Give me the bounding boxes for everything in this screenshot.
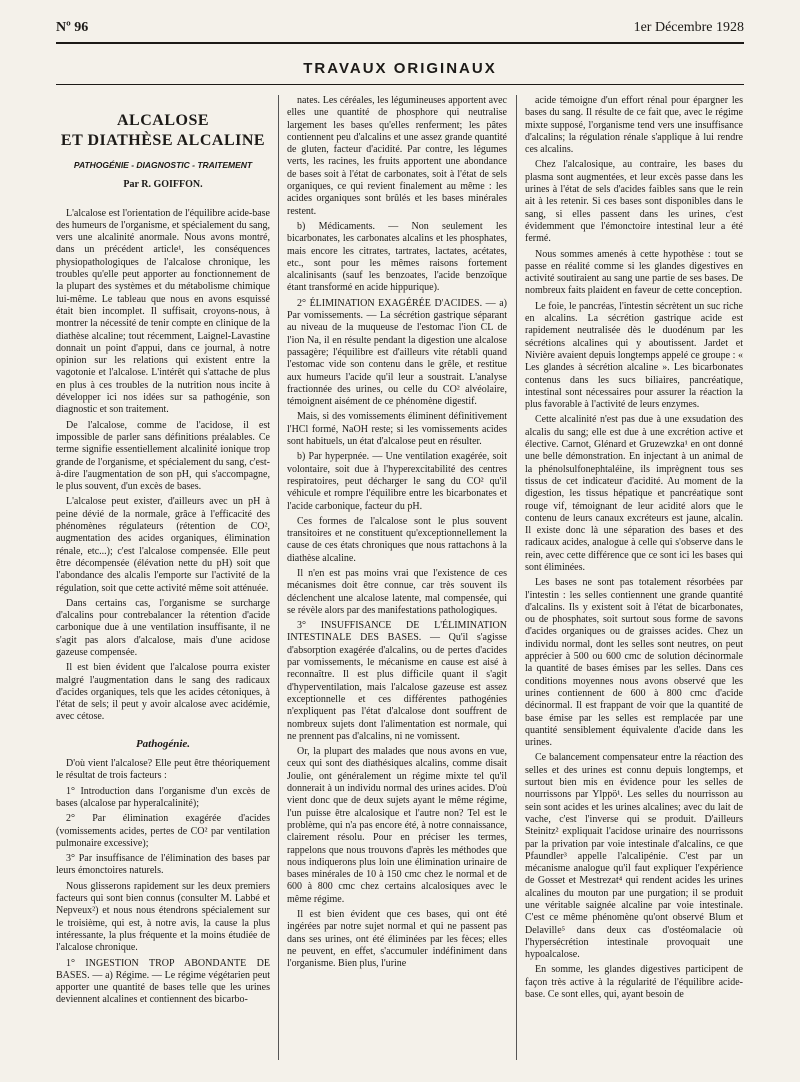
page-header [56, 20, 744, 40]
paragraph: D'où vient l'alcalose? Elle peut être théoriquement le résultat de trois facteurs : [56, 758, 270, 782]
column-1-body [56, 208, 270, 724]
paragraph: 2° Par élimination exagérée d'acides (vomissements acides, pertes de CO² par ventilation pulmonaire excessive); [56, 813, 270, 849]
article-subtitle: PATHOGÉNIE - DIAGNOSTIC - TRAITEMENT [73, 160, 253, 170]
paragraph: Nous glisserons rapidement sur les deux premiers facteurs qui sont bien connus (consulter M. Labbé et Nepveux²) et nous nous étendrons spécialement sur le troisième, qui est, à notre avis, la cause la plus intéressante, la plus fréquente et la moins étudiée de l'alcalose chronique. [56, 880, 270, 954]
header-rule [56, 42, 744, 44]
subsection-heading: Pathogénie. [135, 737, 191, 750]
paragraph: acide témoigne d'un effort rénal pour épargner les bases du sang. Il résulte de ce fait que, avec le régime mixte supposé, l'organisme tend vers une insuffisance d'alcalins; la régulation rénale s'applique à lui rendre ces alcalins. [525, 95, 743, 156]
paragraph: b) Par hyperpnée. — Une ventilation exagérée, soit volontaire, soit due à l'hyperexcitabilité des centres respiratoires, peut décharger le sang du CO² qu'il véhicule et rompre l'équilibre entre les bicarbonates et l'acide carbonique, facteur du pH. [287, 451, 507, 512]
column-1 [56, 95, 270, 1010]
paragraph: Il est bien évident que l'alcalose pourra exister malgré l'augmentation dans le sang des radicaux d'acides organiques, tels que les acides cétoniques, à l'état de sels; il peut y avoir alcalose avec acidémie, avec cétose. [56, 662, 270, 723]
paragraph: 1° Introduction dans l'organisme d'un excès de bases (alcalose par hyperalcalinité); [56, 785, 270, 809]
paragraph: Mais, si des vomissements éliminent définitivement l'HCl formé, NaOH reste; si les vomissements acides sont habituels, un état d'alcalose peut en résulter. [287, 411, 507, 448]
paragraph: 3° INSUFFISANCE DE L'ÉLIMINATION INTESTINALE DES BASES. — Qu'il s'agisse d'absorption exagérée d'alcalins, ou de pertes d'acides par vomissements, le mécanisme en cause est aisé à reconnaître. Il est plus difficile quant il s'agit d'hyperventilation, mais l'alcalose gazeuse est assez exceptionnelle et ces différentes pathogénies n'expliquent pas l'état d'alcalose dont souffrent de nombreux sujets dont l'alimentation est normale, qui ne prennent pas d'alcalins, ni ne vomissent. [287, 620, 507, 742]
paragraph: b) Médicaments. — Non seulement les bicarbonates, les carbonates alcalins et les phosphates, mais encore les citrates, tartrates, lactates, acétates, etc., sont pour les mêmes raisons fortement alcalinisants (sauf les benzoates, l'acide benzoïque étant transformé en acide hippurique). [287, 220, 507, 294]
issue-date: 1er Décembre 1928 [633, 20, 744, 35]
paragraph: Il n'en est pas moins vrai que l'existence de ces mécanismes doit être connue, car très souvent ils déclenchent une alcalose latente, mal compensée, qui se révèle alors par des manifestations pathologiques. [287, 567, 507, 616]
paragraph: De l'alcalose, comme de l'acidose, il est impossible de parler sans définitions préalables. Ce terme signifie essentiellement alcalinité ionique trop grande de l'organisme, et spécialement du sang, c'est-à-dire l'augmentation de son pH, qui s'accompagne, le plus souvent, d'un excès de bases. [56, 419, 270, 493]
section-title: TRAVAUX ORIGINAUX [303, 60, 497, 77]
section-rule [56, 84, 744, 85]
paragraph: Or, la plupart des malades que nous avons en vue, ceux qui sont des diathésiques alcalins, comme disait Joulie, ont généralement un régime mixte tel qu'il donnerait à un individu normal des urines acides. D'où vient donc que de deux sujets ayant le même régime, l'un puisse être alcalosique et l'autre non? Tel est le problème, qui n'a pas encore été, à notre connaissance, clairement résolu. Pour en préciser les termes, rappelons que nous trouvons d'après les méthodes que nous indiquerons plus loin une élimination urinaire de bases minérales de 10 à 150 cmc chez le normal et de 600 à 800 cmc chez certains alcalosiques avec le même régime. [287, 746, 507, 905]
column-2 [287, 95, 507, 973]
paragraph: Il est bien évident que ces bases, qui ont été ingérées par notre sujet normal et qui ne passent pas dans ses urines, ont été éliminées par les fèces; elles ne peuvent, en effet, s'accumuler indéfiniment dans l'organisme. Bien plus, l'urine [287, 909, 507, 970]
paragraph: Ce balancement compensateur entre la réaction des selles et des urines est connu depuis longtemps, et surtout bien mis en évidence pour les selles de nourrissons par Ylppö¹. Les selles du nourrisson au sein sont acides et les urines alcalines; avec du lait de vache, c'est l'inverse qui se produit. D'ailleurs Steinitz² expliquait l'acidose urinaire des nourrissons par la privation par voie intestinale d'alcalins, ce que Pfaundler³ appelle l'alcalipénie. C'est par un mécanisme analogue qu'il faut expliquer l'expérience de Gosset et Mestrezat⁴ qui rendent acides les urines alcalines du mouton par une purgation; il se produit une véritable saignée alcaline par voie intestinale. C'est ce même phénomène qu'ont observé Blum et Delaville⁵ dans deux cas d'ostéomalacie où l'hypersécrétion intestinale provoquait une hypoalcalose. [525, 752, 743, 961]
paragraph: Ces formes de l'alcalose sont le plus souvent transitoires et ne constituent qu'exceptionnellement la cause de ces états chroniques que nous rattachons à la diathèse alcaline. [287, 515, 507, 564]
paragraph: Chez l'alcalosique, au contraire, les bases du plasma sont augmentées, et leur excès passe dans les urines à l'état de sels d'acides faibles sans que le rein ait à les retenir. Si ces bases sont disponibles dans le sang, si elles passent dans les urines, c'est évidemment que l'émonctoire intestinal leur a été fermé. [525, 159, 743, 245]
article-author: Par R. GOIFFON. [123, 179, 203, 191]
paragraph: Dans certains cas, l'organisme se surcharge d'alcalins pour contrebalancer la rétention d'acide carbonique due à une ventilation insuffisante, il ne s'agit pas alors d'alcalose, mais d'une acidose gazeuse compensée. [56, 597, 270, 658]
paragraph: Nous sommes amenés à cette hypothèse : tout se passe en réalité comme si les glandes digestives en activité soutiraient au sang une partie de ses bases. De nombreux faits plaident en faveur de cette conception. [525, 248, 743, 297]
column-3 [525, 95, 743, 1004]
article-title: ALCALOSE ET DIATHÈSE ALCALINE [60, 112, 266, 149]
paragraph: En somme, les glandes digestives participent de façon très active à la régularité de l'équilibre acide-base. Ce sont elles, qui, ayant besoin de [525, 964, 743, 1001]
paragraph: Les bases ne sont pas totalement résorbées par l'intestin : les selles contiennent une grande quantité d'alcalins. Ils y existent soit à l'état de bicarbonates, ou de phosphates, soit surtout sous forme de savons d'acides organiques ou de graisses acides. Chez un individu normal, dont les selles sont neutres, on peut apprécier à 500 ou 600 cmc de solution décinormale la quantité de bases émises par les selles. Dans ces conditions moyennes nous avons observé que les urines contiennent de 600 à 800 cmc d'acide décinormal. Il est frappant de voir que la quantité de base émise par les selles est remplacée par une quantité sensiblement équivalente d'acide dans les urines. [525, 577, 743, 749]
paragraph: L'alcalose est l'orientation de l'équilibre acide-base des humeurs de l'organisme, et spécialement du sang, vers une alcalinité anormale. Nous avons montré, dans un précédent article¹, les conséquences physiopathologiques de l'alcalose chronique, les troubles qu'elle peut apporter au fonctionnement de la plupart des systèmes et du métabolisme chimique lui-même. Le tableau que nous en avons esquissé était bien incomplet. Il suffisait, croyons-nous, à montrer la nécessité de tenir compte en clinique de la diathèse alcaline; tout récemment, Laignel-Lavastine donnait un point d'appui, dans ce journal, à notre opinion sur les relations qui existent entre la vagotonie et l'alcalose. L'intérêt qui s'attache de plus en plus à ces troubles de la nutrition nous incite à développer ici nos idées sur sa pathogénie, son diagnostic et son traitement. [56, 207, 270, 416]
paragraph: Le foie, le pancréas, l'intestin sécrètent un suc riche en alcalins. La sécrétion gastrique acide est rapidement neutralisée dès le duodénum par les sécrétions alcalines qui y aboutissent. Jardet et Nivière avaient depuis longtemps appelé ce groupe : « Les glandes à sécrétion alcaline ». Les bicarbonates contenus dans les sucs biliaires, pancréatique, intestinal sont nécessaires pour assurer la réaction la plus favorable à l'activité de leurs enzymes. [525, 300, 743, 411]
column-divider [516, 95, 517, 1060]
column-1-body-b [56, 758, 270, 1007]
issue-number: Nº 96 [56, 20, 89, 35]
paragraph: L'alcalose peut exister, d'ailleurs avec un pH à peine dévié de la normale, grâce à l'efficacité des phénomènes régulateurs (rétention de CO², augmentation des acides organiques, élimination rénale, etc...); c'est l'alcalose compensée. Elle peut être décompensée (élévation nette du pH) soit que l'abondance des alcalis l'emporte sur l'activité de la régulation, soit que cette activité même soit atténuée. [56, 496, 270, 594]
column-divider [278, 95, 279, 1060]
paragraph: Cette alcalinité n'est pas due à une exsudation des alcalis du sang; elle est due à une excrétion active et élective. Carnot, Glénard et Gruzewzka¹ en ont donné une belle démonstration. En injectant à un animal de la phénolsulfonephtaléine, ils imprègnent tous ses tissus de cet indicateur d'acidité. Au moment de la digestion, les tissus hépatique et pancréatique sont rouge vif, témoignant de leur acidité alors que le contenu de leurs canaux excréteurs est jaune, alcalin. Il existe donc là une séparation des bases et des radicaux acides, analogue à celle qui s'observe dans le rein, avec cette différence que ce sont ici les bases qui sont éliminées. [525, 414, 743, 573]
paragraph: 1° INGESTION TROP ABONDANTE DE BASES. — a) Régime. — Le régime végétarien peut apporter une quantité de bases telle que les urines deviennent alcalines et contiennent des bicarbo- [56, 957, 270, 1006]
paragraph: 3° Par insuffisance de l'élimination des bases par leurs émonctoires naturels. [56, 853, 270, 877]
paragraph: 2° ÉLIMINATION EXAGÉRÉE D'ACIDES. — a) Par vomissements. — La sécrétion gastrique séparant au niveau de la muqueuse de l'estomac l'ion CL de l'ion Na, il en résulte pendant la digestion une alcalose passagère; l'équilibre est d'ailleurs vite rétabli quand l'estomac vide son contenu dans le grêle, et restitue aux humeurs l'acide qu'il leur a soustrait. L'analyse fractionnée des urines, ou celle du CO² alvéolaire, témoignent aisément de ce phénomène digestif. [287, 297, 507, 408]
paragraph: nates. Les céréales, les légumineuses apportent avec elles une quantité de phosphore qui neutralise largement les bases qu'elles renferment; les pâtes contiennent peu d'alcalins et une assez grande quantité de gluten, facteur d'acidité. Par contre, les légumes verts, les racines, les fruits apportent une abondance de bases soit à l'état de carbonates, soit à l'état de sels organiques, ce qui revient finalement au même : les acides organiques sont brûlés et les bases minérales restent. [287, 95, 507, 217]
